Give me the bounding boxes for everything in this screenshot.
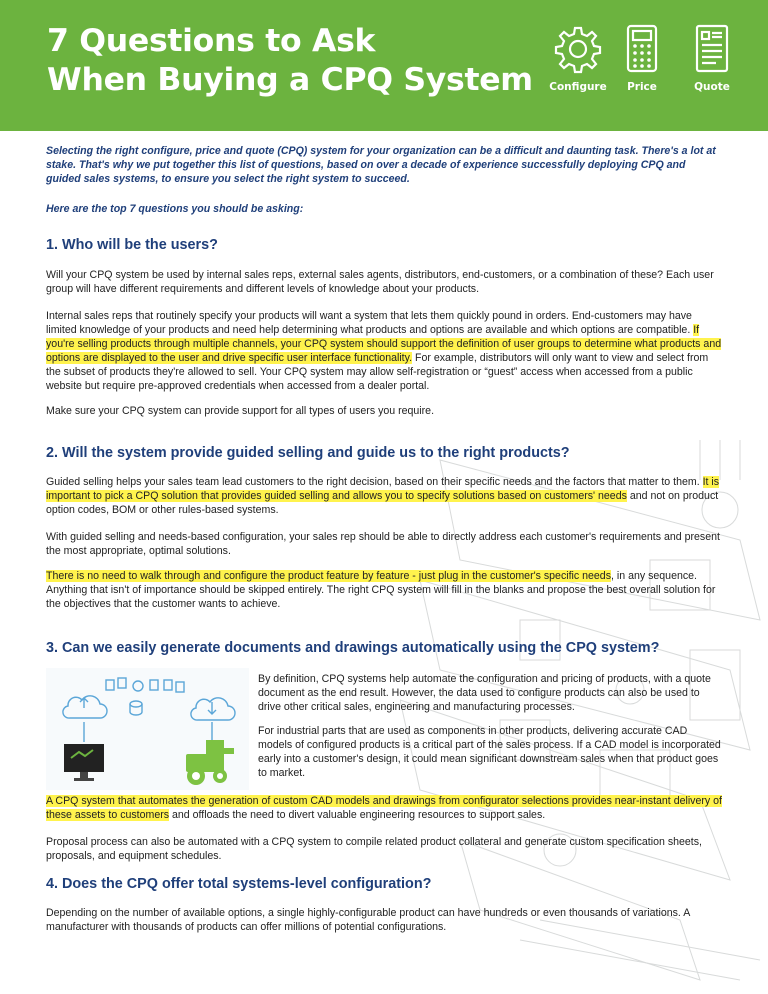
q3-paragraph-1: By definition, CPQ systems help automate the configuration and pricing of products, with a quote document as the end result. However, the data used to configure products can also be used to drive other critical sales, engineering and manufacturing processes. xyxy=(258,673,711,713)
title-line-2: When Buying a CPQ System xyxy=(47,62,533,98)
configure-item xyxy=(543,24,613,93)
calculator-icon xyxy=(617,24,667,74)
q3-p3-highlight: A CPQ system that automates the generation of custom CAD models and drawings from configurator selections provides near-instant delivery of these assets to customers xyxy=(46,795,722,821)
page-title xyxy=(47,22,533,100)
document-icon xyxy=(687,24,737,74)
q2-heading: 2. Will the system provide guided selling and guide us to the right products? xyxy=(46,445,570,461)
title-line-1: 7 Questions to Ask xyxy=(47,23,376,59)
q3-heading: 3. Can we easily generate documents and drawings automatically using the CPQ system? xyxy=(46,640,660,656)
q3-p3-text-b: and offloads the need to divert valuable engineering resources to support sales. xyxy=(169,809,546,821)
q1-paragraph-1: Will your CPQ system be used by internal sales reps, external sales agents, distributors, end-customers, or a combination of these? Each user group will have different requirements and different levels of knowledge about your products. xyxy=(46,269,714,295)
q2-p1-highlight: It is important to pick a CPQ solution that provides guided selling and allows you to specify solutions based on customers' needs xyxy=(46,476,720,502)
q2-paragraph-3 xyxy=(46,569,722,611)
quote-label: Quote xyxy=(694,81,730,93)
q1-paragraph-2 xyxy=(46,309,722,393)
gear-icon xyxy=(553,24,603,74)
q3-paragraph-4: Proposal process can also be automated with a CPQ system to compile related product collateral and generate custom specification sheets, proposals, and equipment schedules. xyxy=(46,836,702,862)
q3-paragraph-3 xyxy=(46,794,722,822)
q3-paragraph-2: For industrial parts that are used as components in other products, delivering accurate CAD models of configured products is a critical part of the sales process. If a CAD model is incorporated early into a customer's design, it could mean significant downstream sales when that product goes to market. xyxy=(258,725,721,779)
q2-paragraph-1 xyxy=(46,475,722,517)
q2-p3-highlight: There is no need to walk through and configure the product feature by feature - just plug in the customer's specific needs xyxy=(46,570,611,582)
price-item xyxy=(607,24,677,93)
intro-lead: Here are the top 7 questions you should be asking: xyxy=(46,203,304,215)
q2-p1-text-a: Guided selling helps your sales team lead customers to the right decision, based on their specific needs and the factors that matter to them. xyxy=(46,476,703,488)
q2-paragraph-2: With guided selling and needs-based configuration, your sales rep should be able to directly address each customer's requirements and present the most appropriate, optimal solutions. xyxy=(46,531,720,557)
q1-paragraph-3: Make sure your CPQ system can provide support for all types of users you require. xyxy=(46,405,435,417)
q4-paragraph-1: Depending on the number of available options, a single highly-configurable product can have hundreds or even thousands of variations. A manufacturer with thousands of products can offer millions of potential configurations. xyxy=(46,907,690,933)
q1-p2-text-b: For example, distributors will only want to view and select from the subset of products they're allowed to sell. Your CPQ system may allow self-registration or “guest” access when accessed from a public website but require pre-approved credentials when accessed from a dealer portal. xyxy=(46,352,709,392)
q2-p3-text-b: , in any sequence. Anything that isn't of importance should be skipped entirely. The right CPQ system will fill in the blanks and propose the best overall solution for the objectives that the customer wants to achieve. xyxy=(46,570,716,610)
q1-p2-text-a: Internal sales reps that routinely specify your products will want a system that lets them quickly pound in orders. End-customers may have limited knowledge of your products and need help determining what products and options are available and which options are compatible. xyxy=(46,310,694,336)
header-banner xyxy=(0,0,768,131)
q1-heading: 1. Who will be the users? xyxy=(46,237,218,253)
q1-p2-highlight: If you're selling products through multiple channels, your CPQ system should support the definition of user groups to determine what products and options are displayed to the user and drive specific user interface functionality. xyxy=(46,324,722,364)
price-label: Price xyxy=(627,81,657,93)
quote-item xyxy=(677,24,747,93)
configure-label: Configure xyxy=(549,81,607,93)
cloud-cad-illustration xyxy=(46,668,249,790)
intro-paragraph: Selecting the right configure, price and quote (CPQ) system for your organization can be a difficult and daunting task. There's a lot at stake. That's why we put together this list of questions, based on over a decade of experience successfully deploying CPQ and guided sales systems, to ensure you select the right system to succeed. xyxy=(46,145,716,185)
q2-p1-text-b: and not on product option codes, BOM or other rules-based systems. xyxy=(46,490,719,516)
q4-heading: 4. Does the CPQ offer total systems-level configuration? xyxy=(46,876,432,892)
